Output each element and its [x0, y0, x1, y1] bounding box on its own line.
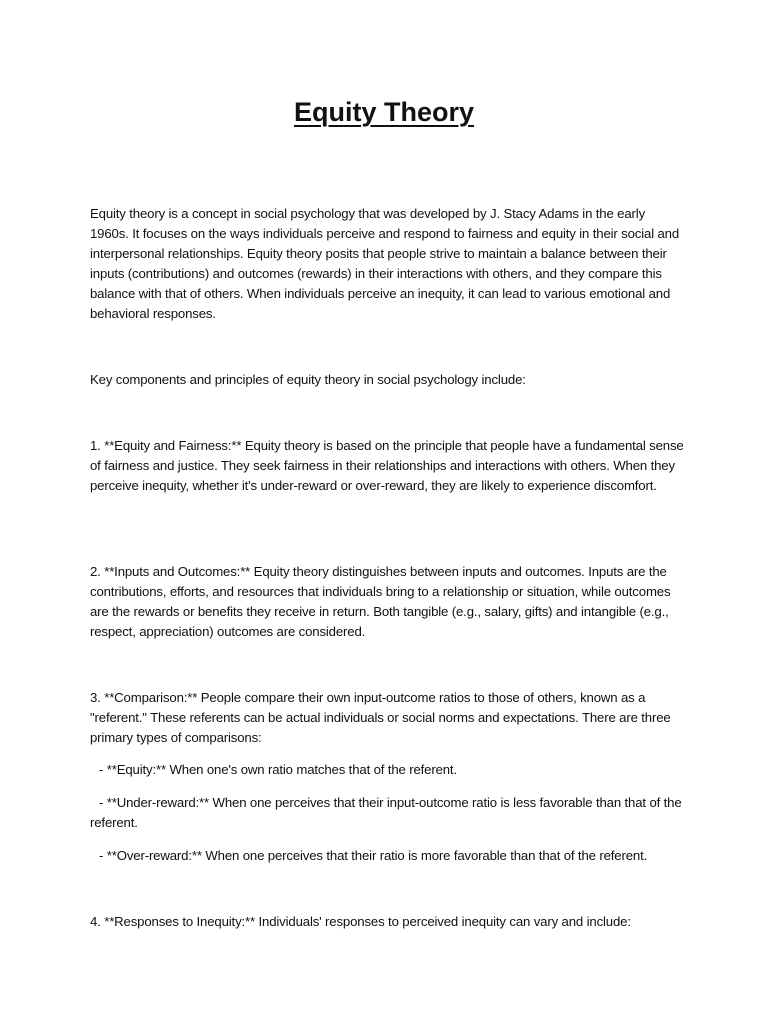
key-components-intro: Key components and principles of equity theory in social psychology include:	[90, 372, 526, 387]
document-title: Equity Theory	[293, 97, 475, 127]
intro-paragraph: Equity theory is a concept in social psychology that was developed by J. Stacy Adams in the early 1960s. It focuses on the ways individuals perceive and respond to fairness and equity in their social and interpersonal relationships. Equity theory posits that people strive to maintain a balance between their inputs (contributions) and outcomes (rewards) in their interactions with others, and they compare this balance with that of others. When individuals perceive an inequity, it can lead to various emotional and behavioral responses.	[90, 206, 680, 321]
bullet-over-reward: - **Over-reward:** When one perceives that their ratio is more favorable than that of the referent.	[99, 848, 648, 863]
point-3-comparison: 3. **Comparison:** People compare their own input-outcome ratios to those of others, known as a "referent." These referents can be actual individuals or social norms and expectations. There are three primary types of comparisons:	[90, 690, 671, 745]
bullet-equity: - **Equity:** When one's own ratio matches that of the referent.	[99, 762, 457, 777]
point-2-inputs-outcomes: 2. **Inputs and Outcomes:** Equity theory distinguishes between inputs and outcomes. Inputs are the contributions, efforts, and resources that individuals bring to a relationship or situation, while outcomes are the rewards or benefits they receive in return. Both tangible (e.g., salary, gifts) and intangible (e.g., respect, appreciation) outcomes are considered.	[90, 564, 671, 639]
point-4-responses-inequity: 4. **Responses to Inequity:** Individuals' responses to perceived inequity can vary and include:	[90, 914, 631, 929]
bullet-under-reward: - **Under-reward:** When one perceives that their input-outcome ratio is less favorable than that of the referent.	[90, 795, 682, 830]
point-1-equity-fairness: 1. **Equity and Fairness:** Equity theory is based on the principle that people have a fundamental sense of fairness and justice. They seek fairness in their relationships and interactions with others. When they perceive inequity, whether it's under-reward or over-reward, they are likely to experience discomfort.	[90, 438, 684, 493]
